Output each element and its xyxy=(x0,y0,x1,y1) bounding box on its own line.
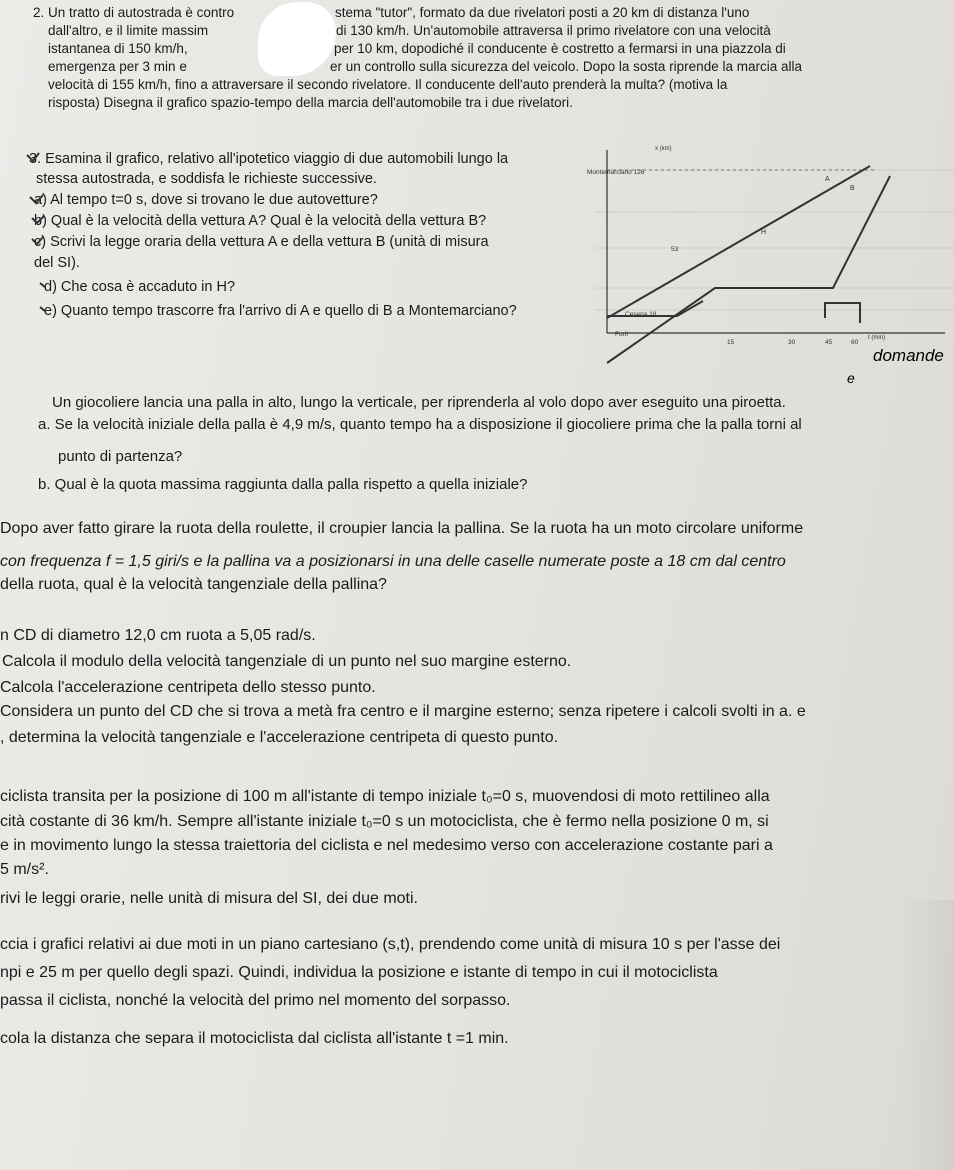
label-montemarciano: Montemarciano 126 xyxy=(587,169,645,176)
juggler-question-b: b. Qual è la quota massima raggiunta dalla palla rispetto a quella iniziale? xyxy=(38,476,528,493)
svg-text:e: e xyxy=(847,370,855,386)
cd-line1: n CD di diametro 12,0 cm ruota a 5,05 rad/s. xyxy=(0,627,316,644)
ex3-question-c2: del SI). xyxy=(34,255,80,271)
x-axis-label: t (min) xyxy=(868,335,885,341)
line-A xyxy=(607,166,870,318)
cyclist-line3: e in movimento lungo la stessa traiettoria del ciclista e nel medesimo verso con accelerazione costante pari a xyxy=(0,837,773,854)
page-shadow xyxy=(900,900,954,1170)
ex2-line6: risposta) Disegna il grafico spazio-tempo della marcia dell'automobile tra i due rivelatori. xyxy=(48,95,573,110)
ex3-line2: stessa autostrada, e soddisfa le richieste successive. xyxy=(36,171,377,187)
label-A: A xyxy=(825,176,830,183)
cd-line2: Calcola il modulo della velocità tangenziale di un punto nel suo margine esterno. xyxy=(2,653,572,670)
handwritten-note: domande xyxy=(873,346,944,365)
cyclist-line5: rivi le leggi orarie, nelle unità di misura del SI, dei due moti. xyxy=(0,890,418,907)
ex2-line4b: er un controllo sulla sicurezza del veicolo. Dopo la sosta riprende la marcia alla xyxy=(330,59,802,74)
line-B xyxy=(607,176,890,363)
ex2-line2b: di 130 km/h. Un'automobile attraversa il primo rivelatore con una velocità xyxy=(336,23,771,38)
x-tick-15: 15 xyxy=(727,339,735,346)
ex3-question-a: a) Al tempo t=0 s, dove si trovano le due autovetture? xyxy=(34,192,378,208)
roulette-line2: con frequenza f = 1,5 giri/s e la pallina va a posizionarsi in una delle caselle numerate poste a 18 cm dal centro xyxy=(0,553,786,570)
juggler-line1: Un giocoliere lancia una palla in alto, lungo la verticale, per riprenderla al volo dopo aver eseguito una piroetta. xyxy=(52,394,786,411)
cyclist-line1: ciclista transita per la posizione di 100 m all'istante di tempo iniziale t₀=0 s, muovendosi di moto rettilineo alla xyxy=(0,788,770,805)
x-tick-45: 45 xyxy=(825,339,833,346)
cyclist-line2: cità costante di 36 km/h. Sempre all'istante iniziale t₀=0 s un motociclista, che è fermo nella posizione 0 m, si xyxy=(0,813,769,830)
white-out-mark xyxy=(258,2,336,76)
x-tick-60: 60 xyxy=(851,339,859,346)
juggler-question-a2: punto di partenza? xyxy=(58,448,183,465)
roulette-line3: della ruota, qual è la velocità tangenziale della pallina? xyxy=(0,576,387,593)
juggler-question-a1: a. Se la velocità iniziale della palla è 4,9 m/s, quanto tempo ha a disposizione il giocoliere prima che la palla torni al xyxy=(38,416,802,433)
ex2-line1b: stema "tutor", formato da due rivelatori posti a 20 km di distanza l'uno xyxy=(335,5,750,20)
label-B: B xyxy=(850,185,855,192)
cyclist-line9: cola la distanza che separa il motociclista dal ciclista all'istante t =1 min. xyxy=(0,1030,509,1047)
roulette-line1: Dopo aver fatto girare la ruota della roulette, il croupier lancia la pallina. Se la ruota ha un moto circolare uniforme xyxy=(0,520,804,537)
x-tick-30: 30 xyxy=(788,339,796,346)
ex3-question-b: b) Qual è la velocità della vettura A? Qual è la velocità della vettura B? xyxy=(34,213,487,229)
ex2-line3a: istantanea di 150 km/h, xyxy=(48,41,188,56)
cyclist-line6: ccia i grafici relativi ai due moti in un piano cartesiano (s,t), prendendo come unità di misura 10 s per l'asse dei xyxy=(0,936,781,953)
label-cesena: Cesena 18 xyxy=(625,311,657,318)
label-H: H xyxy=(761,229,767,236)
handwritten-marks xyxy=(24,148,46,323)
ex2-line1a: 2. Un tratto di autostrada è contro xyxy=(33,5,235,20)
cd-line5: , determina la velocità tangenziale e l'accelerazione centripeta di questo punto. xyxy=(0,729,559,746)
cd-line4: Considera un punto del CD che si trova a metà fra centro e il margine esterno; senza ripetere i calcoli svolti in a. e xyxy=(0,703,806,720)
cyclist-line7: npi e 25 m per quello degli spazi. Quindi, individua la posizione e istante di tempo in cui il motociclista xyxy=(0,964,718,981)
label-forli: Forlì xyxy=(615,331,628,338)
position-time-graph xyxy=(585,138,954,393)
ex2-line5: velocità di 155 km/h, fino a attraversare il secondo rivelatore. Il conducente dell'auto prenderà la multa? (motiva la xyxy=(48,77,728,92)
ex3-line1: 3. Esamina il grafico, relativo all'ipotetico viaggio di due automobili lungo la xyxy=(29,151,509,167)
ex3-question-d: d) Che cosa è accaduto in H? xyxy=(44,279,236,295)
ex2-line2a: dall'altro, e il limite massim xyxy=(48,23,209,38)
cyclist-line8: passa il ciclista, nonché la velocità del primo nel momento del sorpasso. xyxy=(0,992,511,1009)
ex2-line4a: emergenza per 3 min e xyxy=(48,59,187,74)
y-axis-label: x (km) xyxy=(655,146,672,152)
ex2-line3b: per 10 km, dopodiché il conducente è costretto a fermarsi in una piazzola di xyxy=(334,41,786,56)
ex3-question-e: e) Quanto tempo trascorre fra l'arrivo di A e quello di B a Montemarciano? xyxy=(44,303,517,319)
cyclist-line4: 5 m/s². xyxy=(0,861,49,878)
label-53: 53 xyxy=(671,246,679,253)
ex3-question-c1: c) Scrivi la legge oraria della vettura A e della vettura B (unità di misura xyxy=(34,234,489,250)
cd-line3: Calcola l'accelerazione centripeta dello stesso punto. xyxy=(0,679,376,696)
